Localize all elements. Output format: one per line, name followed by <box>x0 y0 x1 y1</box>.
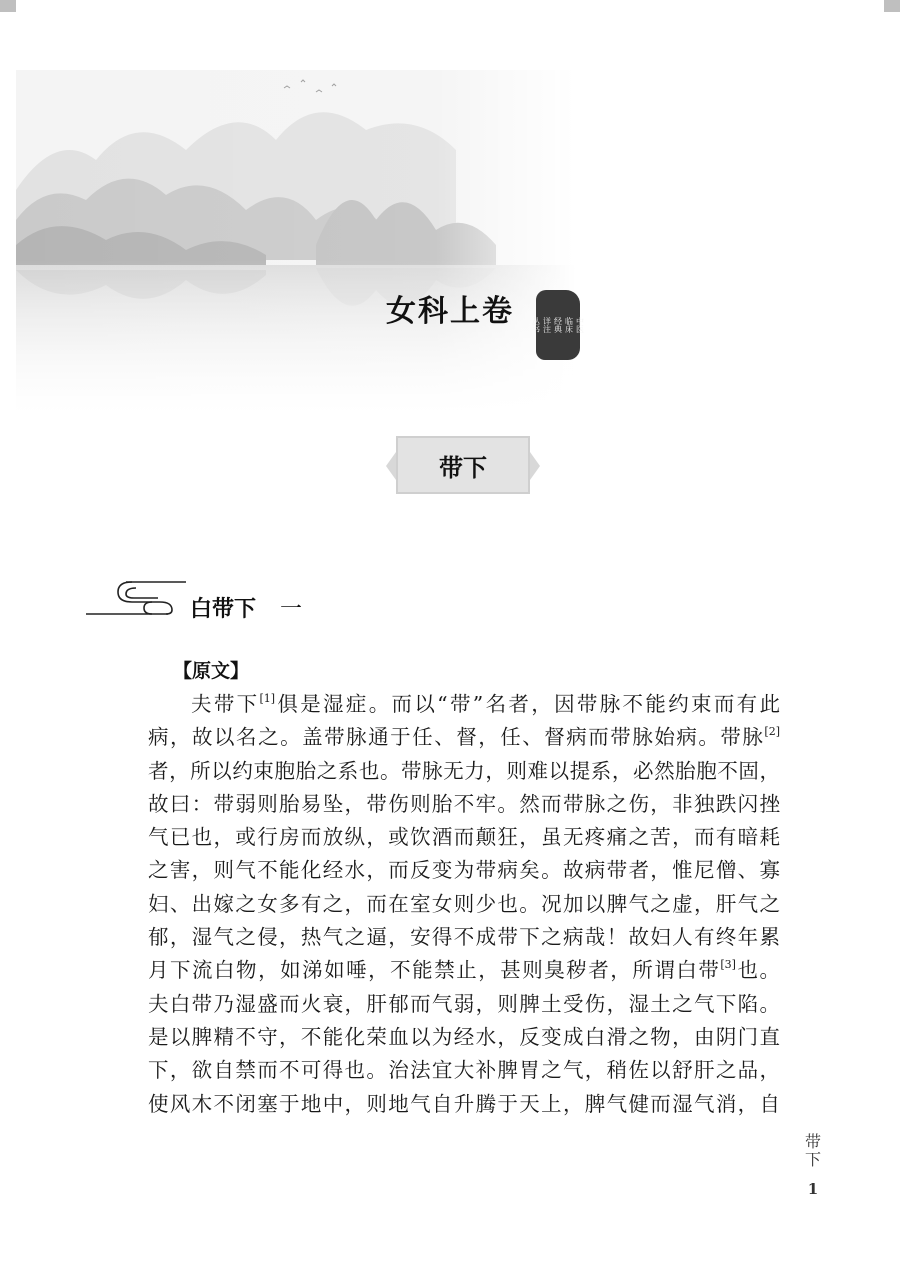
text-line <box>148 721 780 754</box>
text-segment: 月下流白物，如涕如唾，不能禁止，甚则臭秽者，所谓白带 <box>148 958 721 983</box>
subsection-heading <box>190 592 302 623</box>
text-segment: 气已也，或行房而放纵，或饮酒而颠狂，虽无疼痛之苦，而有暗耗 <box>148 825 780 850</box>
text-line <box>148 954 780 987</box>
text-line <box>148 1088 780 1121</box>
text-segment: 使风木不闭塞于地中，则地气自升腾于天上，脾气健而湿气消，自 <box>148 1091 780 1116</box>
text-line <box>148 854 780 887</box>
text-segment: 郁，湿气之侵，热气之逼，安得不成带下之病哉！故妇人有终年累 <box>148 925 780 950</box>
text-line <box>148 688 780 721</box>
seal-stamp <box>531 290 585 360</box>
seal-text-col-3: 经典 <box>553 317 563 333</box>
footnote-marker: [3] <box>720 958 736 972</box>
original-text-label: 【原文】 <box>173 660 250 682</box>
landscape-illustration <box>16 70 576 415</box>
crop-mark-top-right <box>884 0 900 12</box>
page-number: 1 <box>807 1180 819 1198</box>
crop-mark-top-left <box>0 0 16 12</box>
section-title-banner <box>396 436 530 494</box>
text-line <box>148 1054 780 1087</box>
chapter-title: 女科上卷 <box>386 294 514 329</box>
seal-text-col-5: 丛书 <box>531 317 541 333</box>
original-text-paragraph <box>148 688 780 1121</box>
text-line <box>148 921 780 954</box>
text-segment: 下，欲自禁而不可得也。治法宜大补脾胃之气，稍佐以舒肝之品， <box>148 1058 780 1083</box>
text-segment: 之害，则气不能化经水，而反变为带病矣。故病带者，惟尼僧、寡 <box>148 858 780 883</box>
subsection-title: 白带下 <box>190 597 257 622</box>
seal-text-col-4: 详注 <box>542 317 552 333</box>
text-segment: 是以脾精不守，不能化荣血以为经水，反变成白滑之物，由阴门直 <box>148 1024 780 1049</box>
text-segment: 者，所以约束胞胎之系也。带脉无力，则难以提系，必然胎胞不固， <box>148 758 780 783</box>
text-segment: 俱是湿症。而以“带”名者，因带脉不能约束而有此 <box>275 692 781 716</box>
footnote-marker: [2] <box>764 725 780 739</box>
subsection-number: 一 <box>280 597 303 622</box>
footnote-marker: [1] <box>259 692 276 705</box>
seal-text-col-1: 中医 <box>575 317 585 333</box>
text-line <box>148 888 780 921</box>
cloud-scroll-ornament-icon <box>86 576 186 620</box>
text-segment: 故曰：带弱则胎易坠，带伤则胎不牢。然而带脉之伤，非独跌闪挫 <box>148 791 780 816</box>
text-segment: 也。 <box>735 958 781 983</box>
text-line <box>148 1021 780 1054</box>
text-segment: 病，故以名之。盖带脉通于任、督，任、督病而带脉始病。带脉 <box>148 725 765 750</box>
text-segment: 妇、出嫁之女多有之，而在室女则少也。况加以脾气之虚，肝气之 <box>148 891 780 916</box>
text-segment: 夫白带乃湿盛而火衰，肝郁而气弱，则脾土受伤，湿土之气下陷。 <box>148 991 780 1016</box>
running-head-label: 带下 <box>804 1132 821 1169</box>
seal-text-col-2: 临床 <box>564 317 574 333</box>
text-line <box>148 821 780 854</box>
text-line <box>148 755 780 788</box>
text-segment: 夫带下 <box>191 692 260 716</box>
section-title: 带下 <box>439 453 487 482</box>
text-line <box>148 788 780 821</box>
text-line <box>148 988 780 1021</box>
